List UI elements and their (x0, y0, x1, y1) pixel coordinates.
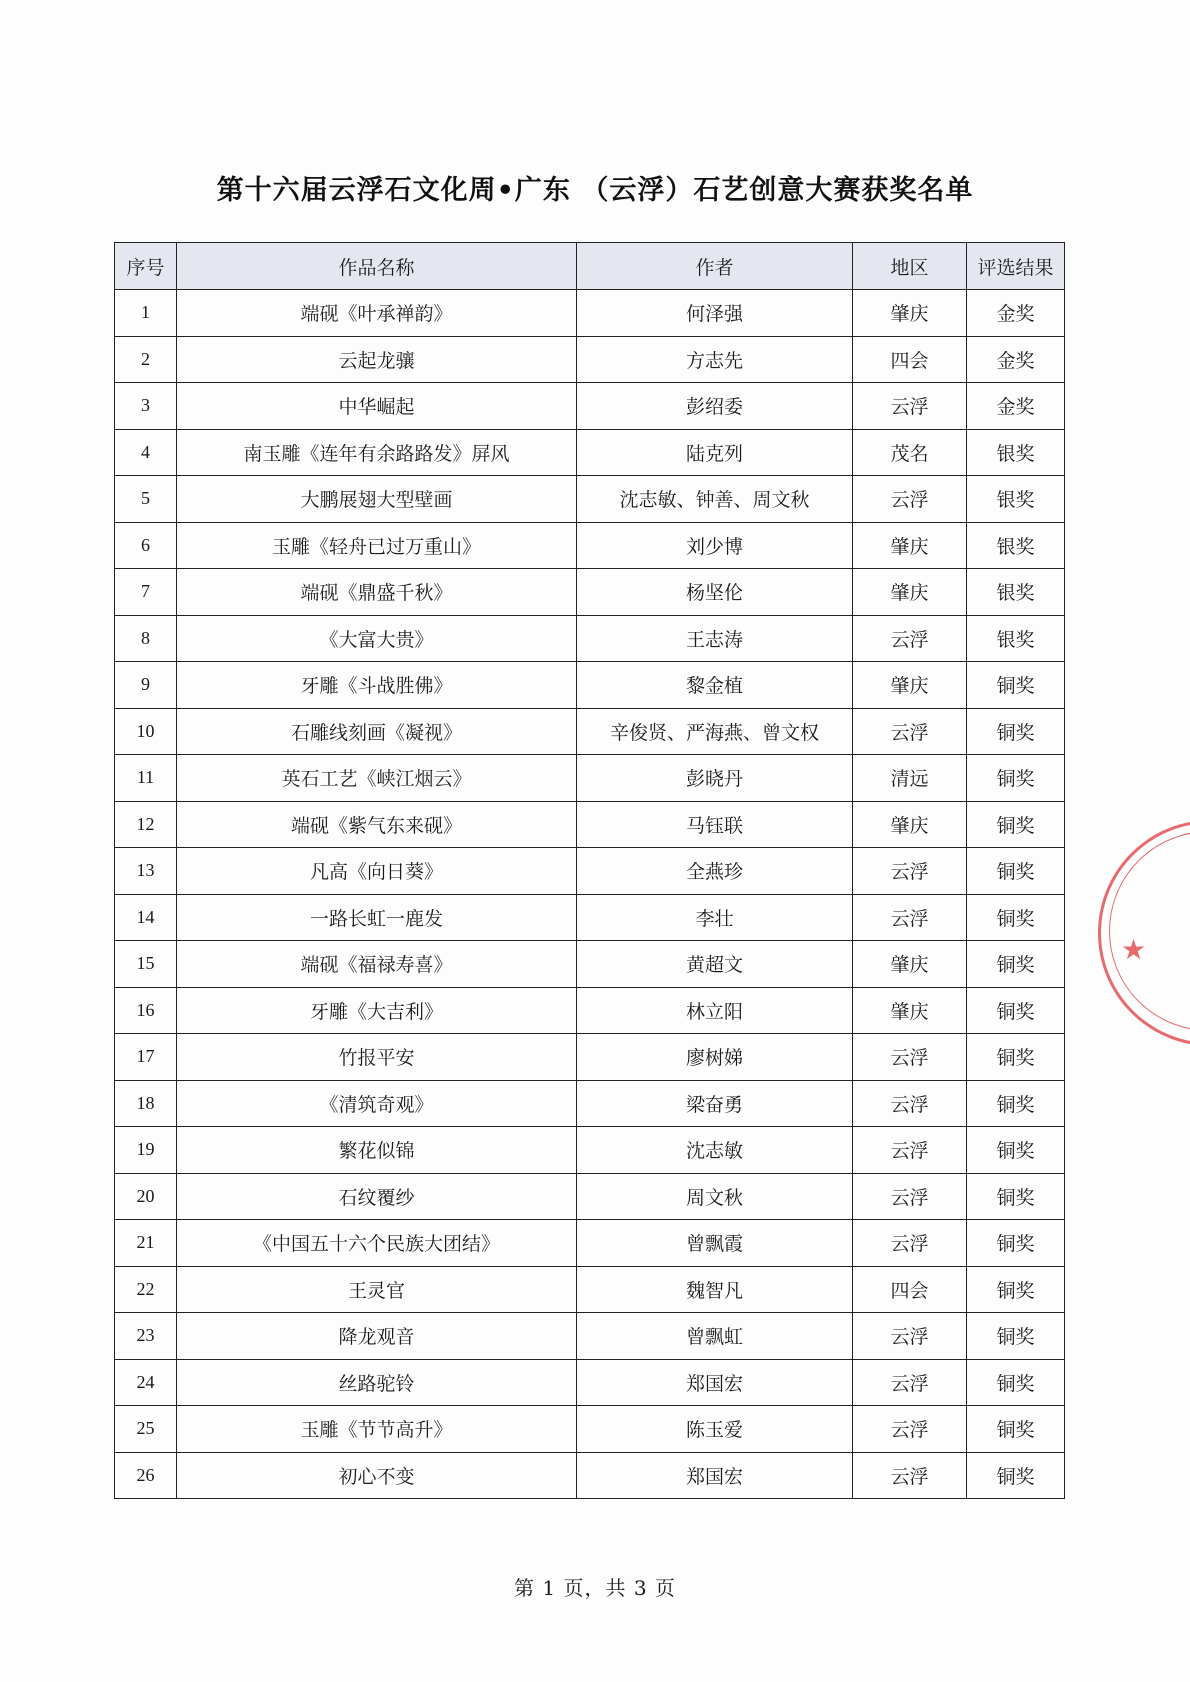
cell-result: 铜奖 (967, 1220, 1065, 1267)
awards-table (114, 242, 1065, 1499)
cell-work-name: 牙雕《大吉利》 (177, 987, 577, 1034)
cell-author: 黄超文 (577, 941, 853, 988)
cell-result: 金奖 (967, 290, 1065, 337)
seal-inner-ring (1109, 831, 1190, 1031)
cell-work-name: 竹报平安 (177, 1034, 577, 1081)
cell-author: 梁奋勇 (577, 1080, 853, 1127)
cell-region: 肇庆 (853, 522, 967, 569)
cell-number: 12 (115, 801, 177, 848)
official-seal (1098, 820, 1190, 1046)
table-row (115, 1034, 1065, 1081)
cell-author: 曾飘虹 (577, 1313, 853, 1360)
cell-number: 16 (115, 987, 177, 1034)
cell-result: 铜奖 (967, 662, 1065, 709)
cell-work-name: 凡高《向日葵》 (177, 848, 577, 895)
cell-work-name: 端砚《鼎盛千秋》 (177, 569, 577, 616)
cell-region: 云浮 (853, 615, 967, 662)
cell-region: 肇庆 (853, 662, 967, 709)
cell-work-name: 英石工艺《峡江烟云》 (177, 755, 577, 802)
cell-number: 25 (115, 1406, 177, 1453)
cell-work-name: 云起龙骧 (177, 336, 577, 383)
cell-work-name: 中华崛起 (177, 383, 577, 430)
cell-region: 四会 (853, 1266, 967, 1313)
table-row (115, 1313, 1065, 1360)
cell-number: 21 (115, 1220, 177, 1267)
cell-work-name: 玉雕《轻舟已过万重山》 (177, 522, 577, 569)
cell-work-name: 丝路驼铃 (177, 1359, 577, 1406)
cell-number: 23 (115, 1313, 177, 1360)
header-result: 评选结果 (967, 243, 1065, 290)
cell-region: 肇庆 (853, 569, 967, 616)
document-title: 第十六届云浮石文化周•广东 （云浮）石艺创意大赛获奖名单 (216, 175, 974, 206)
cell-result: 铜奖 (967, 755, 1065, 802)
cell-work-name: 牙雕《斗战胜佛》 (177, 662, 577, 709)
cell-author: 陆克列 (577, 429, 853, 476)
cell-number: 11 (115, 755, 177, 802)
cell-number: 17 (115, 1034, 177, 1081)
table-row (115, 708, 1065, 755)
cell-region: 茂名 (853, 429, 967, 476)
cell-region: 肇庆 (853, 290, 967, 337)
cell-number: 9 (115, 662, 177, 709)
table-row (115, 941, 1065, 988)
cell-result: 铜奖 (967, 1080, 1065, 1127)
header-work-name: 作品名称 (177, 243, 577, 290)
cell-author: 廖树娣 (577, 1034, 853, 1081)
table-row (115, 801, 1065, 848)
table-row (115, 615, 1065, 662)
cell-region: 四会 (853, 336, 967, 383)
table-row (115, 1266, 1065, 1313)
cell-result: 金奖 (967, 383, 1065, 430)
cell-work-name: 一路长虹一鹿发 (177, 894, 577, 941)
cell-region: 云浮 (853, 1359, 967, 1406)
cell-work-name: 初心不变 (177, 1452, 577, 1499)
cell-number: 1 (115, 290, 177, 337)
cell-work-name: 王灵官 (177, 1266, 577, 1313)
seal-star-icon: ★ (1121, 933, 1147, 966)
cell-number: 2 (115, 336, 177, 383)
table-body (115, 290, 1065, 1499)
cell-author: 马钰联 (577, 801, 853, 848)
cell-author: 周文秋 (577, 1173, 853, 1220)
cell-region: 云浮 (853, 1220, 967, 1267)
cell-region: 清远 (853, 755, 967, 802)
cell-result: 铜奖 (967, 1406, 1065, 1453)
cell-result: 银奖 (967, 429, 1065, 476)
cell-result: 铜奖 (967, 987, 1065, 1034)
cell-region: 云浮 (853, 1034, 967, 1081)
table-row (115, 662, 1065, 709)
cell-work-name: 《清筑奇观》 (177, 1080, 577, 1127)
table-row (115, 336, 1065, 383)
cell-number: 24 (115, 1359, 177, 1406)
cell-region: 云浮 (853, 1406, 967, 1453)
cell-number: 20 (115, 1173, 177, 1220)
cell-author: 杨坚伦 (577, 569, 853, 616)
cell-result: 银奖 (967, 569, 1065, 616)
cell-number: 15 (115, 941, 177, 988)
cell-work-name: 石纹覆纱 (177, 1173, 577, 1220)
cell-number: 19 (115, 1127, 177, 1174)
cell-work-name: 大鹏展翅大型壁画 (177, 476, 577, 523)
cell-author: 沈志敏 (577, 1127, 853, 1174)
cell-work-name: 降龙观音 (177, 1313, 577, 1360)
cell-region: 云浮 (853, 383, 967, 430)
cell-work-name: 端砚《叶承禅韵》 (177, 290, 577, 337)
cell-number: 18 (115, 1080, 177, 1127)
cell-number: 5 (115, 476, 177, 523)
cell-author: 曾飘霞 (577, 1220, 853, 1267)
table-row (115, 1452, 1065, 1499)
table-row (115, 569, 1065, 616)
table-row (115, 429, 1065, 476)
cell-region: 云浮 (853, 894, 967, 941)
cell-result: 银奖 (967, 522, 1065, 569)
cell-work-name: 端砚《福禄寿喜》 (177, 941, 577, 988)
cell-result: 铜奖 (967, 1313, 1065, 1360)
cell-result: 金奖 (967, 336, 1065, 383)
table-row (115, 290, 1065, 337)
table-row (115, 1173, 1065, 1220)
cell-author: 方志先 (577, 336, 853, 383)
cell-result: 铜奖 (967, 1034, 1065, 1081)
cell-author: 魏智凡 (577, 1266, 853, 1313)
cell-author: 李壮 (577, 894, 853, 941)
cell-region: 云浮 (853, 1080, 967, 1127)
cell-author: 辛俊贤、严海燕、曾文权 (577, 708, 853, 755)
cell-result: 银奖 (967, 476, 1065, 523)
cell-region: 云浮 (853, 1452, 967, 1499)
cell-number: 13 (115, 848, 177, 895)
table-row (115, 987, 1065, 1034)
cell-number: 22 (115, 1266, 177, 1313)
cell-number: 8 (115, 615, 177, 662)
cell-work-name: 端砚《紫气东来砚》 (177, 801, 577, 848)
table-row (115, 1127, 1065, 1174)
cell-result: 铜奖 (967, 1452, 1065, 1499)
cell-result: 铜奖 (967, 894, 1065, 941)
page-footer: 第 1 页，共 3 页 (514, 1576, 676, 1600)
cell-result: 铜奖 (967, 1127, 1065, 1174)
cell-author: 沈志敏、钟善、周文秋 (577, 476, 853, 523)
cell-work-name: 南玉雕《连年有余路路发》屏风 (177, 429, 577, 476)
cell-result: 铜奖 (967, 848, 1065, 895)
cell-region: 云浮 (853, 1313, 967, 1360)
cell-region: 云浮 (853, 1173, 967, 1220)
table-row (115, 522, 1065, 569)
table-row (115, 894, 1065, 941)
table-row (115, 1406, 1065, 1453)
cell-result: 铜奖 (967, 1266, 1065, 1313)
cell-author: 黎金植 (577, 662, 853, 709)
header-number: 序号 (115, 243, 177, 290)
cell-work-name: 《大富大贵》 (177, 615, 577, 662)
cell-region: 云浮 (853, 476, 967, 523)
cell-number: 3 (115, 383, 177, 430)
cell-number: 4 (115, 429, 177, 476)
header-row (115, 243, 1065, 290)
table-row (115, 476, 1065, 523)
table-row (115, 848, 1065, 895)
cell-author: 何泽强 (577, 290, 853, 337)
cell-region: 肇庆 (853, 801, 967, 848)
cell-author: 陈玉爱 (577, 1406, 853, 1453)
cell-result: 铜奖 (967, 1359, 1065, 1406)
cell-result: 铜奖 (967, 1173, 1065, 1220)
cell-region: 云浮 (853, 708, 967, 755)
cell-author: 彭绍委 (577, 383, 853, 430)
cell-number: 14 (115, 894, 177, 941)
header-author: 作者 (577, 243, 853, 290)
cell-author: 郑国宏 (577, 1359, 853, 1406)
cell-number: 6 (115, 522, 177, 569)
cell-result: 银奖 (967, 615, 1065, 662)
cell-number: 26 (115, 1452, 177, 1499)
cell-result: 铜奖 (967, 941, 1065, 988)
cell-author: 彭晓丹 (577, 755, 853, 802)
cell-region: 云浮 (853, 1127, 967, 1174)
cell-region: 肇庆 (853, 941, 967, 988)
table-row (115, 383, 1065, 430)
cell-work-name: 玉雕《节节高升》 (177, 1406, 577, 1453)
cell-result: 铜奖 (967, 708, 1065, 755)
table-row (115, 755, 1065, 802)
cell-author: 全燕珍 (577, 848, 853, 895)
cell-region: 肇庆 (853, 987, 967, 1034)
table-header (115, 243, 1065, 290)
cell-author: 刘少博 (577, 522, 853, 569)
cell-region: 云浮 (853, 848, 967, 895)
cell-author: 郑国宏 (577, 1452, 853, 1499)
cell-work-name: 繁花似锦 (177, 1127, 577, 1174)
table-row (115, 1359, 1065, 1406)
cell-work-name: 石雕线刻画《凝视》 (177, 708, 577, 755)
header-region: 地区 (853, 243, 967, 290)
cell-result: 铜奖 (967, 801, 1065, 848)
cell-number: 10 (115, 708, 177, 755)
cell-author: 林立阳 (577, 987, 853, 1034)
cell-author: 王志涛 (577, 615, 853, 662)
table-row (115, 1220, 1065, 1267)
cell-work-name: 《中国五十六个民族大团结》 (177, 1220, 577, 1267)
table-row (115, 1080, 1065, 1127)
cell-number: 7 (115, 569, 177, 616)
